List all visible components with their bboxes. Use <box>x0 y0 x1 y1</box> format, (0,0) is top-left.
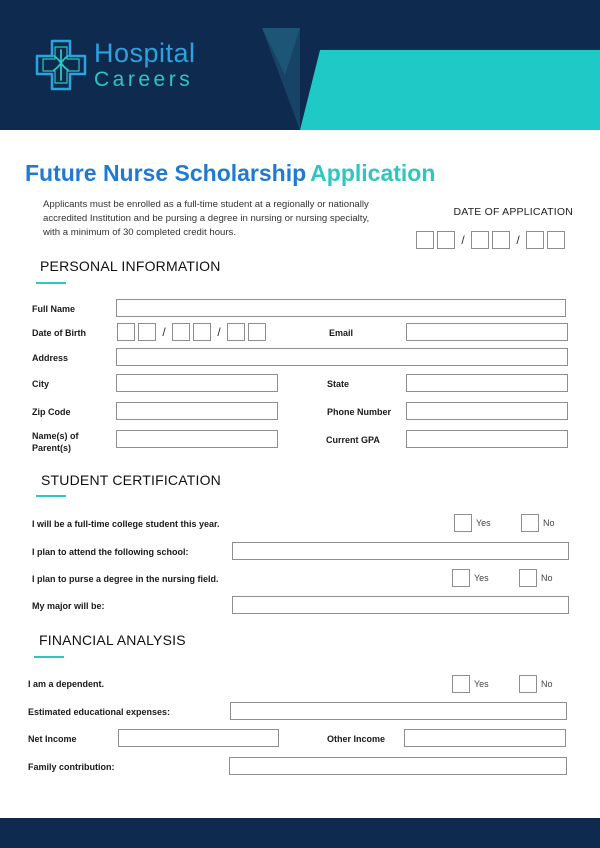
email-label: Email <box>329 328 354 338</box>
section-underline <box>36 495 66 497</box>
date-separator: / <box>516 233 520 247</box>
date-separator: / <box>217 325 221 339</box>
yes-label: Yes <box>474 573 489 583</box>
dependent-yes-checkbox[interactable] <box>452 675 470 693</box>
zip-code-input[interactable] <box>116 402 278 420</box>
form-title-accent: Application <box>310 160 436 186</box>
net-income-label: Net Income <box>28 734 77 744</box>
dob-month-1[interactable] <box>117 323 135 341</box>
footer-bar <box>0 818 600 848</box>
date-app-month-2[interactable] <box>437 231 455 249</box>
address-input[interactable] <box>116 348 568 366</box>
dob-label: Date of Birth <box>32 328 86 338</box>
date-of-application-field <box>416 231 565 249</box>
phone-number-label: Phone Number <box>327 407 392 417</box>
section-underline <box>34 656 64 658</box>
header-banner <box>0 0 600 130</box>
state-input[interactable] <box>406 374 568 392</box>
family-contribution-input[interactable] <box>229 757 567 775</box>
form-title-main: Future Nurse Scholarship <box>25 160 307 186</box>
zip-code-label: Zip Code <box>32 407 71 417</box>
no-label: No <box>543 518 555 528</box>
family-contribution-label: Family contribution: <box>28 762 115 772</box>
current-gpa-label: Current GPA <box>326 435 380 445</box>
date-app-day-2[interactable] <box>492 231 510 249</box>
phone-number-input[interactable] <box>406 402 568 420</box>
major-question: My major will be: <box>32 601 105 611</box>
no-label: No <box>541 679 553 689</box>
yes-label: Yes <box>474 679 489 689</box>
date-separator: / <box>162 325 166 339</box>
full-time-no-checkbox[interactable] <box>521 514 539 532</box>
city-label: City <box>32 379 50 389</box>
form-title <box>25 160 435 187</box>
date-separator: / <box>461 233 465 247</box>
medical-cross-icon <box>34 38 88 92</box>
dependent-no-checkbox[interactable] <box>519 675 537 693</box>
hospital-careers-logo <box>34 38 196 92</box>
full-name-label: Full Name <box>32 304 76 314</box>
date-app-day-1[interactable] <box>471 231 489 249</box>
major-input[interactable] <box>232 596 569 614</box>
dob-month-2[interactable] <box>138 323 156 341</box>
state-label: State <box>327 379 350 389</box>
logo-text-careers: Careers <box>94 68 194 91</box>
nursing-degree-yes-checkbox[interactable] <box>452 569 470 587</box>
dob-year-2[interactable] <box>248 323 266 341</box>
dob-day-1[interactable] <box>172 323 190 341</box>
no-label: No <box>541 573 553 583</box>
current-gpa-input[interactable] <box>406 430 568 448</box>
city-input[interactable] <box>116 374 278 392</box>
dob-day-2[interactable] <box>193 323 211 341</box>
date-app-year-1[interactable] <box>526 231 544 249</box>
dob-field <box>117 323 266 341</box>
date-of-application-label: DATE OF APPLICATION <box>453 206 573 218</box>
full-time-yes-checkbox[interactable] <box>454 514 472 532</box>
full-name-input[interactable] <box>116 299 566 317</box>
nursing-degree-question: I plan to purse a degree in the nursing field. <box>32 574 219 584</box>
intro-paragraph: Applicants must be enrolled as a full-time student at a regionally or nationally accredited Institution and be pursing a degree in nursing or nursing specialty, with a minimum of 30 completed credit hours. <box>43 199 370 238</box>
logo-text-hospital: Hospital <box>94 38 196 68</box>
dob-year-1[interactable] <box>227 323 245 341</box>
school-question: I plan to attend the following school: <box>32 547 189 557</box>
educational-expenses-label: Estimated educational expenses: <box>28 707 171 717</box>
full-time-question: I will be a full-time college student this year. <box>32 519 220 529</box>
section-underline <box>36 282 66 284</box>
school-input[interactable] <box>232 542 569 560</box>
student-certification-heading: STUDENT CERTIFICATION <box>41 472 221 488</box>
dependent-question: I am a dependent. <box>28 679 105 689</box>
email-input[interactable] <box>406 323 568 341</box>
financial-analysis-heading: FINANCIAL ANALYSIS <box>39 632 186 648</box>
net-income-input[interactable] <box>118 729 279 747</box>
address-label: Address <box>32 353 69 363</box>
parents-name-input[interactable] <box>116 430 278 448</box>
other-income-input[interactable] <box>404 729 566 747</box>
nursing-degree-no-checkbox[interactable] <box>519 569 537 587</box>
parents-name-label: Name(s) of Parent(s) <box>32 431 79 453</box>
other-income-label: Other Income <box>327 734 386 744</box>
educational-expenses-input[interactable] <box>230 702 567 720</box>
date-app-month-1[interactable] <box>416 231 434 249</box>
personal-information-heading: PERSONAL INFORMATION <box>40 258 221 274</box>
date-app-year-2[interactable] <box>547 231 565 249</box>
yes-label: Yes <box>476 518 491 528</box>
